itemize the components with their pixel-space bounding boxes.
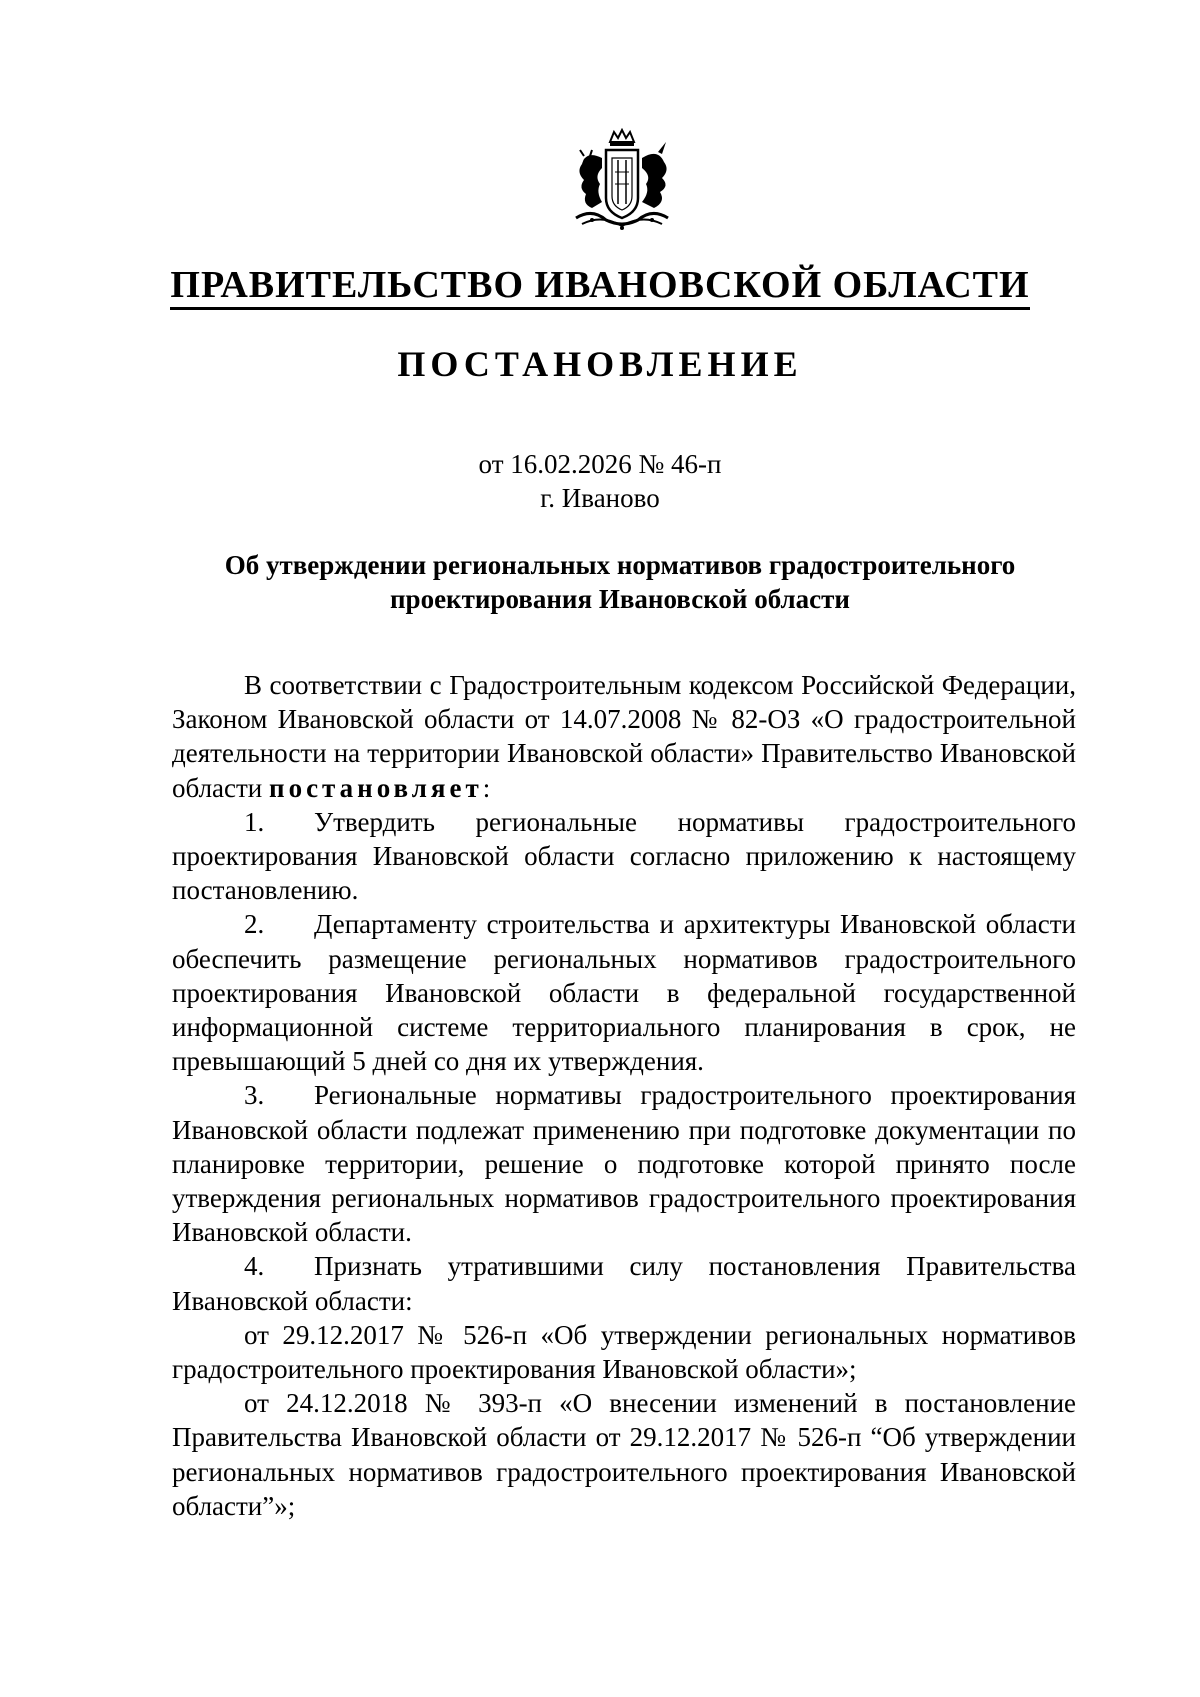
item-text: Региональные нормативы градостроительного проектирования Ивановской области подлежат применению при подготовке документации по планировке территории, решение о подготовке которой принято после утверждения региональных нормативов градостроительного проектирования Ивановской области. xyxy=(172,1080,1076,1248)
list-item xyxy=(172,1078,1076,1249)
document-subject xyxy=(170,548,1070,616)
item-text: Департаменту строительства и архитектуры Ивановской области обеспечить размещение региональных нормативов градостроительного проектирования Ивановской области в федеральной государственной информационной системе территориального планирования в срок, не превышающий 5 дней со дня их утверждения. xyxy=(172,909,1076,1077)
document-body xyxy=(172,668,1076,1523)
item-text: Признать утратившими силу постановления Правительства Ивановской области: xyxy=(172,1251,1076,1316)
item-number: 4. xyxy=(244,1251,265,1282)
preamble-text: В соответствии с Градостроительным кодексом Российской Федерации, Законом Ивановской области от 14.07.2008 № 82-ОЗ «О градостроительной деятельности на территории Ивановской области» Правительство Ивановской области xyxy=(172,670,1076,803)
item-text: Утвердить региональные нормативы градостроительного проектирования Ивановской области согласно приложению к настоящему постановлению. xyxy=(172,806,1076,906)
subject-line-1: Об утверждении региональных нормативов градостроительного xyxy=(224,550,1016,580)
organization-name: ПРАВИТЕЛЬСТВО ИВАНОВСКОЙ ОБЛАСТИ xyxy=(170,264,1029,310)
item-number: 2. xyxy=(244,909,265,940)
subject-line-2: проектирования Ивановской области xyxy=(390,584,850,614)
organization-title xyxy=(0,262,1200,310)
item-number: 3. xyxy=(244,1080,265,1111)
list-item xyxy=(172,805,1076,908)
repealed-item: от 24.12.2018 № 393-п «О внесении изменений в постановление Правительства Ивановской области от 29.12.2017 № 526-п “Об утверждении региональных нормативов градостроительного проектирования Ивановской области”»; xyxy=(172,1388,1076,1521)
list-item xyxy=(172,1249,1076,1317)
list-item xyxy=(172,907,1076,1078)
decree-colon: : xyxy=(482,772,491,803)
item-number: 1. xyxy=(244,806,265,837)
repealed-item: от 29.12.2017 № 526-п «Об утверждении региональных нормативов градостроительного проектирования Ивановской области»; xyxy=(172,1319,1076,1385)
document-city: г. Иваново xyxy=(540,483,660,513)
document-number: от 16.02.2026 № 46-п xyxy=(478,449,722,479)
document-type: ПОСТАНОВЛЕНИЕ xyxy=(397,344,803,384)
preamble-paragraph xyxy=(172,668,1076,805)
coat-of-arms-icon xyxy=(562,128,682,232)
decree-word: постановляет xyxy=(269,772,483,803)
